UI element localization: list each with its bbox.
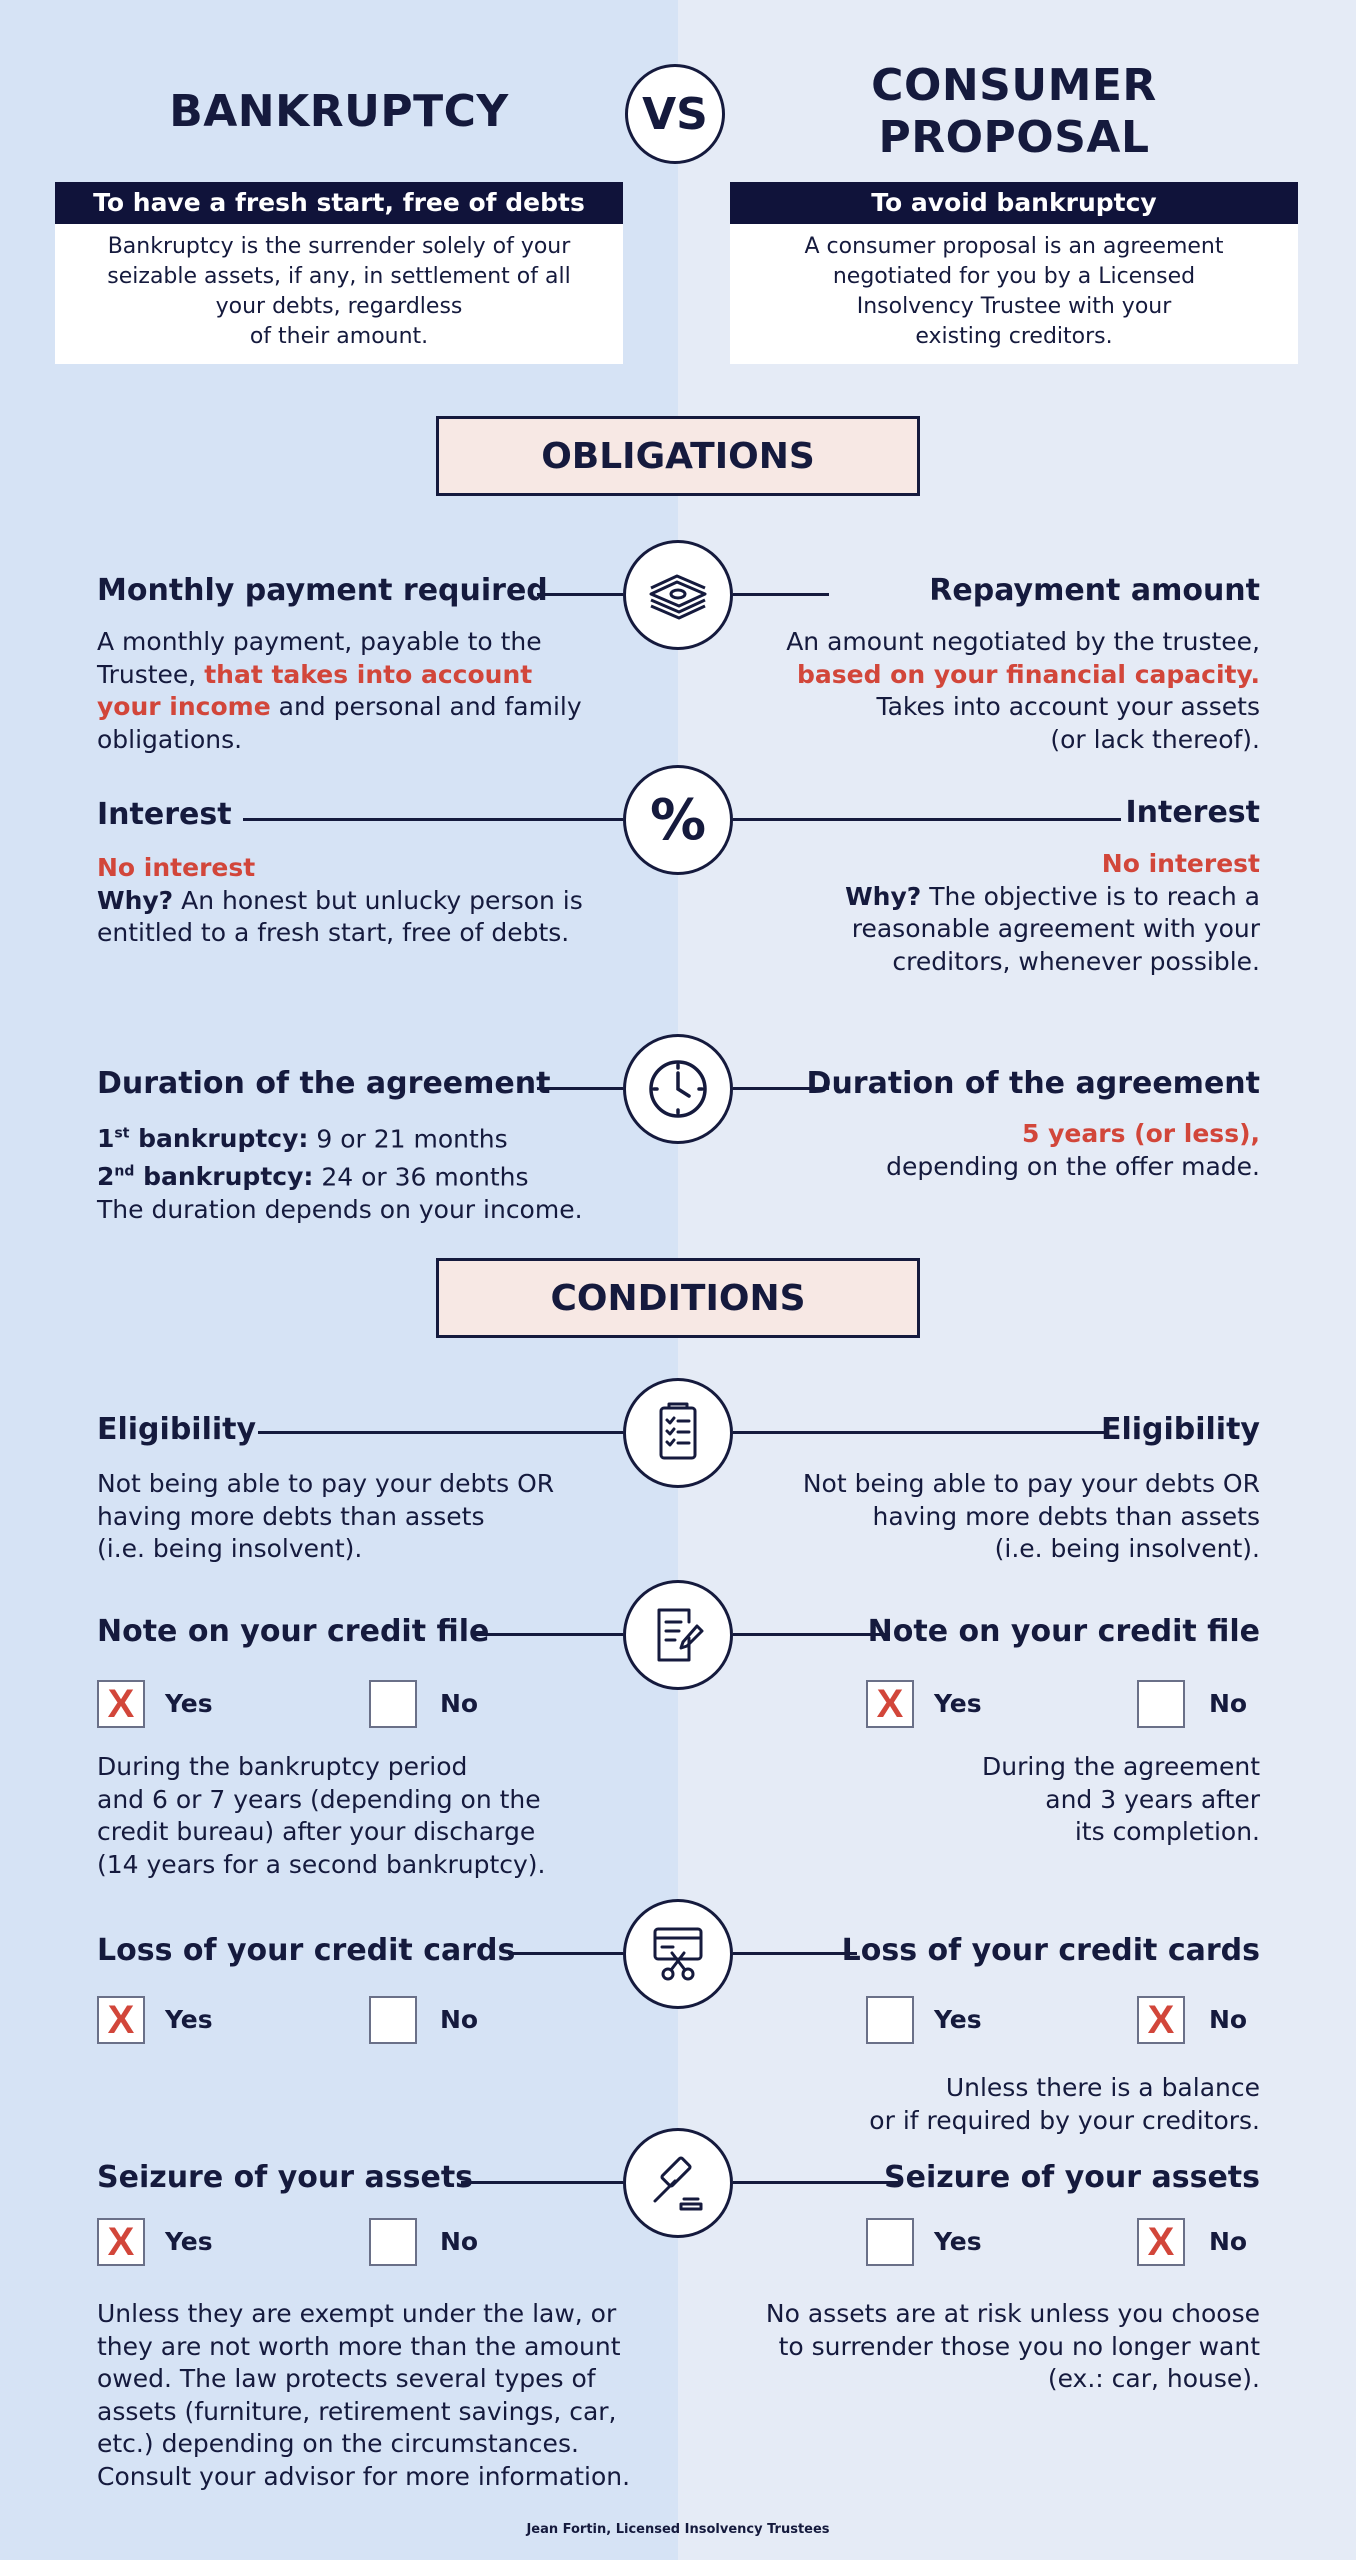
proposal-intro-heading: To avoid bankruptcy [730, 182, 1298, 224]
consumer-proposal-title-line2: PROPOSAL [878, 112, 1150, 163]
text-line [700, 881, 1260, 914]
text-line: entitled to a fresh start, free of debts. [97, 918, 570, 947]
credit-file-text-bankruptcy [97, 1751, 657, 1881]
text-line: (ex.: car, house). [1047, 2364, 1260, 2393]
checkbox-yes-label: Yes [165, 2227, 213, 2256]
document-edit-icon [623, 1580, 733, 1690]
text-line: The duration depends on your income. [97, 1194, 583, 1224]
eligibility-title-proposal: Eligibility [1100, 1412, 1260, 1447]
text-line [97, 691, 637, 724]
text-line: depending on the offer made. [886, 1151, 1260, 1181]
repayment-amount-title: Repayment amount [929, 573, 1260, 608]
text-line: and 3 years after [1045, 1784, 1260, 1814]
text-line: or if required by your creditors. [869, 2105, 1260, 2135]
why-label: Why? [97, 885, 174, 915]
text-span: 24 or 36 months [313, 1162, 529, 1192]
duration-text-bankruptcy [97, 1118, 657, 1226]
bankruptcy-intro-box [55, 182, 623, 364]
text-line: reasonable agreement with your [851, 914, 1260, 943]
eligibility-text-bankruptcy [97, 1468, 637, 1566]
text-line: An amount negotiated by the trustee, [786, 627, 1260, 656]
divider-line [733, 818, 1121, 821]
duration-title-bankruptcy: Duration of the agreement [97, 1066, 551, 1101]
eligibility-text-proposal [700, 1468, 1260, 1566]
divider-line [472, 1633, 623, 1636]
highlight-text: based on your financial capacity. [796, 659, 1260, 689]
divider-line [733, 593, 829, 596]
credit-cards-bankruptcy-no-checkbox[interactable] [369, 1996, 417, 2044]
five-years-label: 5 years (or less), [1022, 1119, 1260, 1148]
checkbox-yes-label: Yes [165, 2005, 213, 2034]
intro-line: your debts, regardless [215, 294, 463, 319]
text-line: During the bankruptcy period [97, 1752, 468, 1781]
monthly-payment-text [97, 626, 637, 756]
checkbox-no-label: No [1209, 2227, 1248, 2256]
text-span: The objective is to reach a [921, 881, 1260, 911]
text-line: Takes into account your assets [876, 692, 1260, 721]
text-line: having more debts than assets [872, 1501, 1260, 1531]
text-line: Consult your advisor for more information. [97, 2461, 631, 2491]
credit-file-title-bankruptcy: Note on your credit file [97, 1614, 490, 1649]
interest-title-bankruptcy: Interest [97, 797, 232, 832]
text-line: (or lack thereof). [1050, 724, 1260, 754]
bankruptcy-title: BANKRUPTCY [169, 86, 509, 137]
proposal-intro-text [730, 224, 1298, 364]
credit-cards-text-proposal [700, 2072, 1260, 2137]
credit-file-proposal-yes-checkbox[interactable]: X [866, 1680, 914, 1728]
intro-line: Insolvency Trustee with your [856, 294, 1172, 319]
divider-line [733, 2181, 901, 2184]
text-line: owed. The law protects several types of [97, 2364, 596, 2393]
interest-text-bankruptcy [97, 852, 637, 950]
ordinal-suffix: nd [114, 1163, 135, 1180]
text-line [97, 1118, 657, 1156]
intro-line: existing creditors. [915, 324, 1113, 349]
seizure-bankruptcy-no-checkbox[interactable] [369, 2218, 417, 2266]
bankruptcy-intro-heading: To have a fresh start, free of debts [55, 182, 623, 224]
checkbox-no-label: No [440, 2005, 479, 2034]
seizure-title-proposal: Seizure of your assets [883, 2160, 1260, 2195]
text-line: and 6 or 7 years (depending on the [97, 1784, 541, 1814]
monthly-payment-title: Monthly payment required [97, 573, 548, 608]
obligations-section-header: OBLIGATIONS [436, 416, 920, 496]
no-interest-label: No interest [1101, 849, 1260, 878]
credit-cards-proposal-yes-checkbox[interactable] [866, 1996, 914, 2044]
text-span: 1 [97, 1124, 115, 1154]
text-line [97, 659, 637, 692]
text-line: During the agreement [981, 1752, 1260, 1781]
no-interest-label: No interest [97, 853, 256, 882]
first-bankruptcy-label [97, 1124, 308, 1153]
credit-cards-title-proposal: Loss of your credit cards [841, 1933, 1260, 1968]
text-line: (14 years for a second bankruptcy). [97, 1849, 546, 1879]
checkbox-no-label: No [1209, 2005, 1248, 2034]
text-line: A monthly payment, payable to the [97, 627, 542, 656]
text-line [97, 885, 637, 918]
text-span: and personal and family [270, 692, 582, 721]
seizure-text-bankruptcy [97, 2298, 667, 2493]
why-label: Why? [845, 881, 922, 911]
text-line: Unless they are exempt under the law, or [97, 2299, 617, 2328]
text-line: No assets are at risk unless you choose [765, 2299, 1260, 2328]
duration-title-proposal: Duration of the agreement [806, 1066, 1260, 1101]
intro-line: Bankruptcy is the surrender solely of your [107, 234, 571, 259]
eligibility-title-bankruptcy: Eligibility [97, 1412, 257, 1447]
text-span: bankruptcy: [134, 1162, 314, 1192]
text-line: etc.) depending on the circumstances. [97, 2429, 579, 2458]
text-line: creditors, whenever possible. [892, 946, 1260, 976]
divider-line [243, 818, 623, 821]
credit-file-title-proposal: Note on your credit file [867, 1614, 1260, 1649]
consumer-proposal-title [730, 60, 1298, 164]
text-span: 2 [97, 1162, 115, 1192]
bankruptcy-intro-text [55, 224, 623, 364]
text-line: having more debts than assets [97, 1501, 485, 1531]
proposal-intro-box [730, 182, 1298, 364]
credit-file-bankruptcy-yes-checkbox[interactable]: X [97, 1680, 145, 1728]
duration-text-proposal [700, 1118, 1260, 1183]
cut-card-icon [623, 1899, 733, 2009]
highlight-text: that takes into account [204, 659, 533, 689]
divider-line [733, 1633, 890, 1636]
text-span: An honest but unlucky person is [173, 885, 583, 915]
seizure-bankruptcy-yes-checkbox[interactable]: X [97, 2218, 145, 2266]
intro-line: of their amount. [249, 324, 429, 349]
text-line: credit bureau) after your discharge [97, 1817, 536, 1846]
consumer-proposal-title-line1: CONSUMER [871, 60, 1157, 111]
text-line: assets (furniture, retirement savings, car, [97, 2396, 617, 2426]
intro-line: seizable assets, if any, in settlement of all [107, 264, 571, 289]
text-span: Trustee, [97, 659, 205, 689]
text-line: Not being able to pay your debts OR [802, 1469, 1260, 1498]
text-line: Unless there is a balance [945, 2073, 1260, 2102]
divider-line [537, 593, 623, 596]
text-line [97, 1156, 657, 1194]
text-span: bankruptcy: [129, 1124, 309, 1154]
seizure-title-bankruptcy: Seizure of your assets [97, 2160, 474, 2195]
checkbox-yes-label: Yes [934, 2227, 982, 2256]
credit-file-bankruptcy-no-checkbox[interactable] [369, 1680, 417, 1728]
checkbox-yes-label: Yes [934, 2005, 982, 2034]
credit-cards-bankruptcy-yes-checkbox[interactable]: X [97, 1996, 145, 2044]
intro-line: A consumer proposal is an agreement [804, 234, 1224, 259]
gavel-icon [623, 2128, 733, 2238]
second-bankruptcy-label [97, 1162, 313, 1191]
ordinal-suffix: st [114, 1126, 130, 1142]
repayment-amount-text [700, 626, 1260, 756]
text-line: (i.e. being insolvent). [994, 1534, 1260, 1563]
checkbox-yes-label: Yes [165, 1689, 213, 1718]
checkbox-yes-label: Yes [934, 1689, 982, 1718]
text-span: 9 or 21 months [308, 1124, 508, 1154]
vs-badge: VS [625, 64, 725, 164]
divider-line [258, 1431, 623, 1434]
text-line: to surrender those you no longer want [778, 2331, 1260, 2361]
checkbox-no-label: No [1209, 1689, 1248, 1718]
seizure-text-proposal [700, 2298, 1260, 2396]
seizure-proposal-no-checkbox[interactable]: X [1137, 2218, 1185, 2266]
credit-file-proposal-no-checkbox[interactable] [1137, 1680, 1185, 1728]
credit-file-text-proposal [700, 1751, 1260, 1849]
conditions-section-header: CONDITIONS [436, 1258, 920, 1338]
checkbox-no-label: No [440, 1689, 479, 1718]
interest-title-proposal: Interest [1125, 795, 1260, 830]
checkbox-no-label: No [440, 2227, 479, 2256]
divider-line [733, 1431, 1106, 1434]
highlight-text: your income [97, 692, 271, 721]
seizure-proposal-yes-checkbox[interactable] [866, 2218, 914, 2266]
credit-cards-proposal-no-checkbox[interactable]: X [1137, 1996, 1185, 2044]
percent-glyph: % [649, 787, 707, 853]
footer-credit: Jean Fortin, Licensed Insolvency Trustees [526, 2522, 830, 2537]
divider-line [733, 1952, 857, 1955]
intro-line: negotiated for you by a Licensed [832, 264, 1196, 289]
divider-line [508, 1952, 623, 1955]
text-line: (i.e. being insolvent). [97, 1534, 363, 1563]
text-line: Not being able to pay your debts OR [97, 1469, 555, 1498]
text-line: its completion. [1074, 1817, 1260, 1846]
interest-text-proposal [700, 848, 1260, 978]
credit-cards-title-bankruptcy: Loss of your credit cards [97, 1933, 516, 1968]
text-line: obligations. [97, 724, 243, 754]
divider-line [461, 2181, 623, 2184]
text-line: they are not worth more than the amount [97, 2331, 621, 2361]
